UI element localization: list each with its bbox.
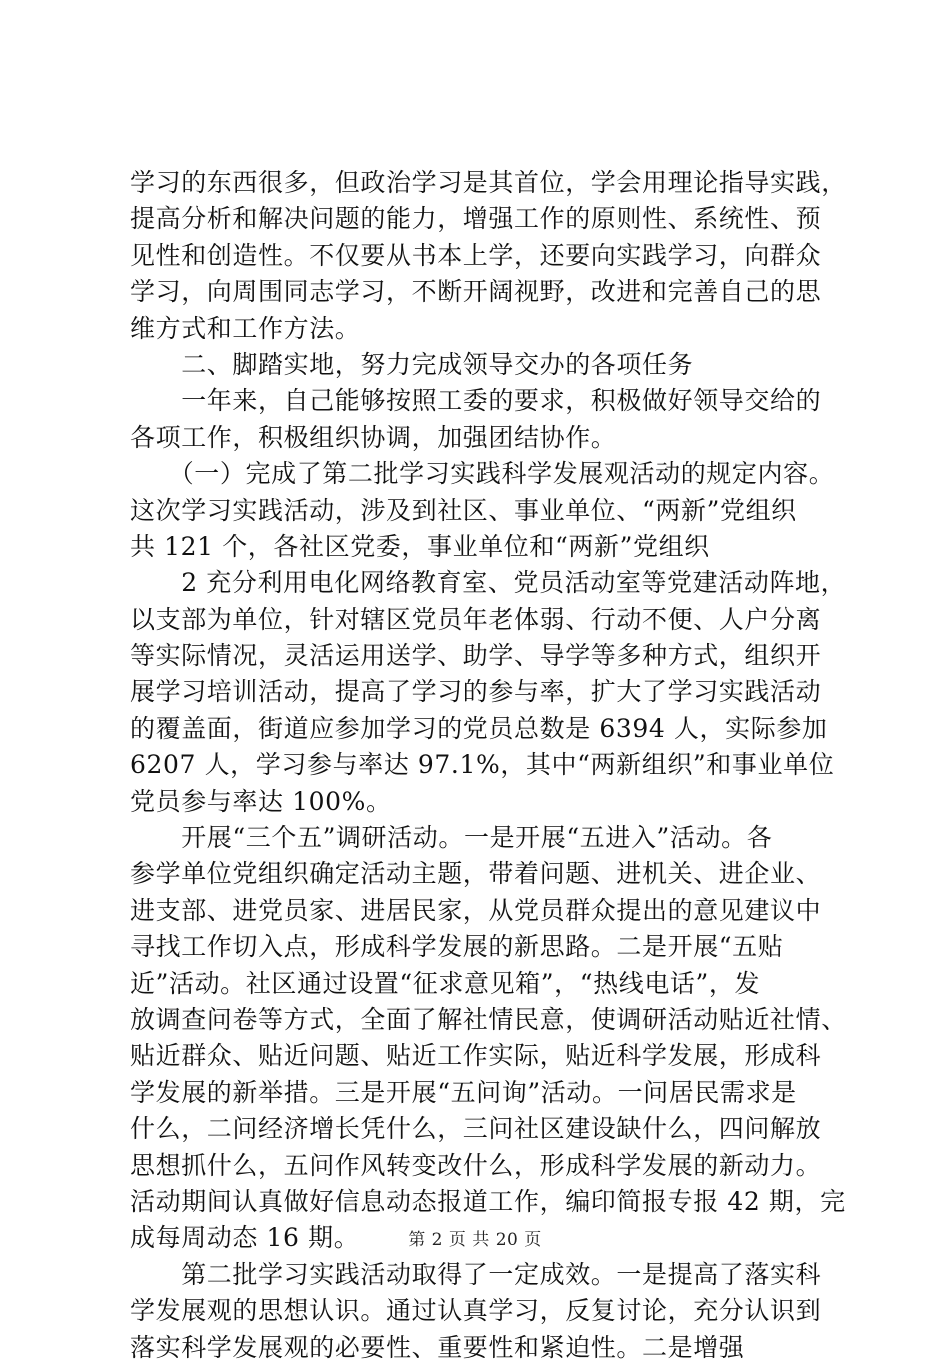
text-line: 什么，二问经济增长凭什么，三问社区建设缺什么，四问解放 <box>130 1114 822 1144</box>
text-line: 活动期间认真做好信息动态报道工作，编印简报专报 42 期，完 <box>130 1186 846 1216</box>
text-line: 学习，向周围同志学习，不断开阔视野，改进和完善自己的思 <box>130 277 822 307</box>
text-line: 的覆盖面，街道应参加学习的党员总数是 6394 人，实际参加 <box>130 713 828 743</box>
text-line: 寻找工作切入点，形成科学发展的新思路。二是开展“五贴 <box>130 932 784 962</box>
text-line: 学习的东西很多，但政治学习是其首位，学会用理论指导实践， <box>130 168 847 197</box>
text-line: 见性和创造性。不仅要从书本上学，还要向实践学习，向群众 <box>130 240 822 270</box>
text-line: 贴近群众、贴近问题、贴近工作实际，贴近科学发展，形成科 <box>130 1041 822 1071</box>
text-line: 进支部、进党员家、进居民家，从党员群众提出的意见建议中 <box>130 895 822 925</box>
text-line: 落实科学发展观的必要性、重要性和紧迫性。二是增强 <box>130 1332 745 1362</box>
text-line: 各项工作，积极组织协调，加强团结协作。 <box>130 422 617 452</box>
text-line: 参学单位党组织确定活动主题，带着问题、进机关、进企业、 <box>130 859 822 889</box>
page-number-footer: 第 2 页 共 20 页 <box>408 1230 542 1250</box>
text-line: 近”活动。社区通过设置“征求意见箱”，“热线电话”，发 <box>130 968 761 998</box>
text-line: 以支部为单位，针对辖区党员年老体弱、行动不便、人户分离 <box>130 604 822 634</box>
section-heading: 二、脚踏实地，努力完成领导交办的各项任务 <box>130 349 694 379</box>
text-line: 2 充分利用电化网络教育室、党员活动室等党建活动阵地， <box>130 568 847 598</box>
text-line: 成每周动态 16 期。 <box>130 1223 360 1253</box>
text-line: 共 121 个，各社区党委，事业单位和“两新”党组织 <box>130 531 710 561</box>
text-line: 放调查问卷等方式，全面了解社情民意，使调研活动贴近社情、 <box>130 1004 847 1034</box>
text-line: 展学习培训活动，提高了学习的参与率，扩大了学习实践活动 <box>130 677 822 707</box>
text-line: 等实际情况，灵活运用送学、助学、导学等多种方式，组织开 <box>130 641 822 671</box>
text-line: 这次学习实践活动，涉及到社区、事业单位、“两新”党组织 <box>130 495 797 525</box>
text-line: 一年来，自己能够按照工委的要求，积极做好领导交给的 <box>130 386 822 416</box>
text-line: 开展“三个五”调研活动。一是开展“五进入”活动。各 <box>130 823 773 853</box>
text-line: 学发展的新举措。三是开展“五问询”活动。一问居民需求是 <box>130 1077 797 1107</box>
text-line: 维方式和工作方法。 <box>130 313 361 343</box>
text-line: 提高分析和解决问题的能力，增强工作的原则性、系统性、预 <box>130 204 822 234</box>
text-line: 6207 人，学习参与率达 97.1%，其中“两新组织”和事业单位 <box>130 750 835 780</box>
text-line: 党员参与率达 100%。 <box>130 786 392 816</box>
text-line: （一）完成了第二批学习实践科学发展观活动的规定内容。 <box>130 459 835 489</box>
document-body <box>130 165 847 1366</box>
text-line: 第二批学习实践活动取得了一定成效。一是提高了落实科 <box>130 1259 822 1289</box>
text-line: 思想抓什么，五问作风转变改什么，形成科学发展的新动力。 <box>130 1150 822 1180</box>
text-line: 学发展观的思想认识。通过认真学习，反复讨论，充分认识到 <box>130 1296 822 1326</box>
